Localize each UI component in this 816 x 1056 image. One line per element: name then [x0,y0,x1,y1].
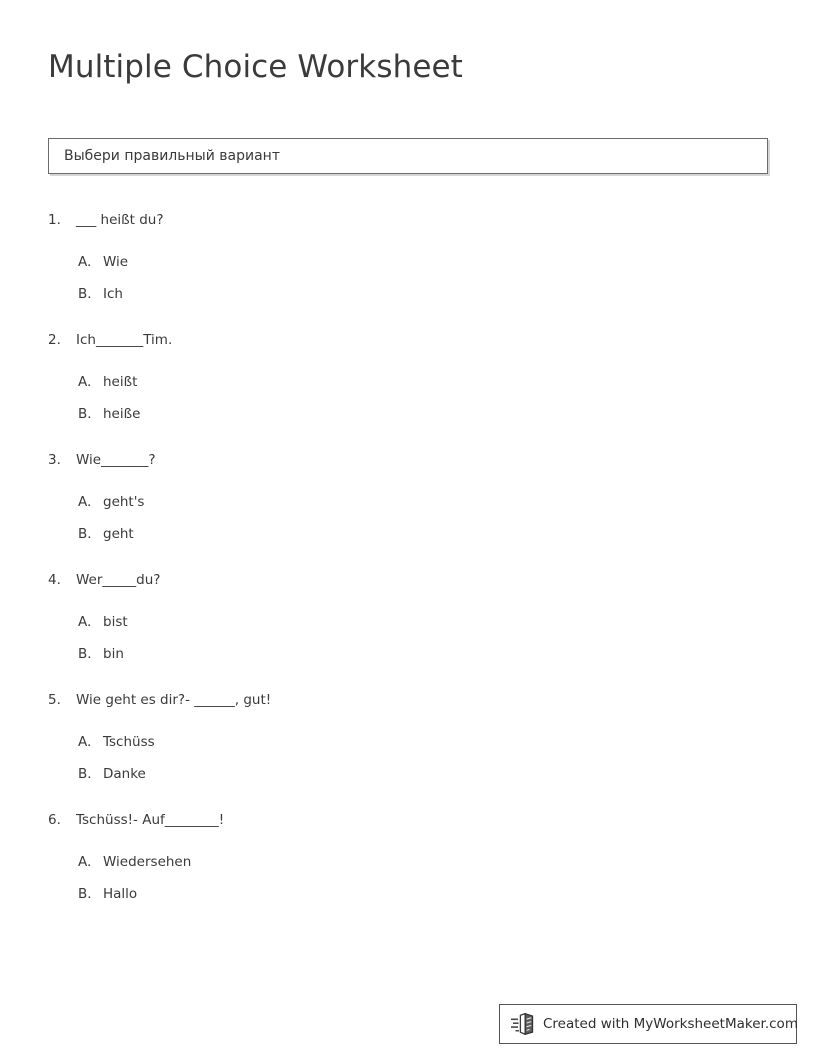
option-letter: B. [78,286,92,302]
option-text: Wie [103,254,129,270]
option-letter: A. [78,614,92,630]
option-text: bin [103,646,124,662]
option-list [0,610,816,666]
option-row[interactable] [0,282,816,306]
question-number: 1. [48,212,61,228]
question-text: Wer_____du? [76,572,161,588]
option-list [0,250,816,306]
option-letter: A. [78,374,92,390]
question-block [0,448,816,546]
option-text: Danke [103,766,146,782]
question-number: 3. [48,452,61,468]
question-line [0,808,816,832]
option-letter: B. [78,406,92,422]
option-list [0,850,816,906]
question-number: 4. [48,572,61,588]
worksheet-maker-logo-icon [511,1012,537,1036]
option-letter: A. [78,494,92,510]
option-row[interactable] [0,762,816,786]
option-row[interactable] [0,402,816,426]
option-row[interactable] [0,250,816,274]
question-line [0,688,816,712]
question-text: Wie geht es dir?- ______, gut! [76,692,272,708]
option-text: heiße [103,406,141,422]
question-number: 2. [48,332,61,348]
option-text: Ich [103,286,123,302]
option-row[interactable] [0,610,816,634]
option-list [0,490,816,546]
question-text: Wie_______? [76,452,156,468]
question-text: Tschüss!- Auf________! [76,812,225,828]
option-row[interactable] [0,882,816,906]
option-letter: B. [78,646,92,662]
option-letter: B. [78,766,92,782]
instruction-box [48,138,768,174]
option-list [0,370,816,426]
question-text: ___ heißt du? [76,212,164,228]
question-number: 6. [48,812,61,828]
question-block [0,568,816,666]
option-text: bist [103,614,128,630]
option-letter: A. [78,254,92,270]
question-block [0,688,816,786]
option-row[interactable] [0,490,816,514]
question-line [0,568,816,592]
footer-attribution-text: Created with MyWorksheetMaker.com [543,1016,798,1032]
option-row[interactable] [0,850,816,874]
option-text: Hallo [103,886,138,902]
question-number: 5. [48,692,61,708]
question-block [0,808,816,906]
instruction-text: Выбери правильный вариант [64,148,280,164]
option-row[interactable] [0,522,816,546]
option-row[interactable] [0,730,816,754]
option-text: geht [103,526,134,542]
option-letter: B. [78,526,92,542]
option-text: geht's [103,494,145,510]
option-text: heißt [103,374,138,390]
option-row[interactable] [0,370,816,394]
question-text: Ich_______Tim. [76,332,173,348]
question-line [0,328,816,352]
question-block [0,328,816,426]
option-letter: A. [78,854,92,870]
question-list [0,208,816,928]
question-line [0,448,816,472]
question-block [0,208,816,306]
option-letter: B. [78,886,92,902]
option-text: Tschüss [103,734,155,750]
option-letter: A. [78,734,92,750]
option-row[interactable] [0,642,816,666]
page-title: Multiple Choice Worksheet [48,49,463,85]
footer-attribution-badge[interactable] [499,1004,797,1044]
question-line [0,208,816,232]
option-list [0,730,816,786]
option-text: Wiedersehen [103,854,192,870]
